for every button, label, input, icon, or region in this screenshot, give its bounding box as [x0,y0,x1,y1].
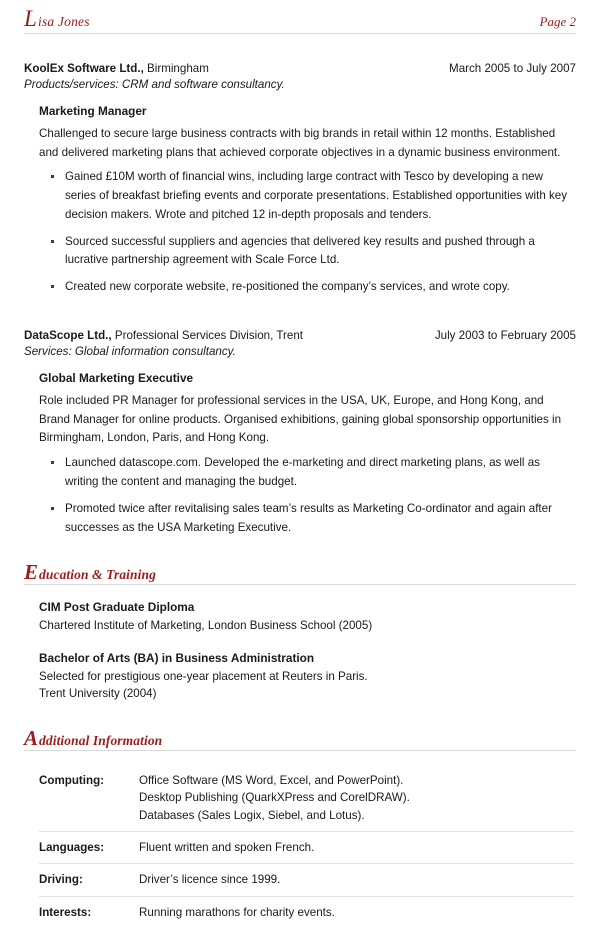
job-org-name: KoolEx Software Ltd., [24,62,144,75]
job-bullet: Gained £10M worth of financial wins, including large contract with Tesco by developing a new series of breakfast briefing events and corporate presentations. Established opportunities with key decision makers. Wrote and pitched 12 in-depth proposals and tenders. [39,168,576,224]
job-summary: Role included PR Manager for professional services in the USA, UK, Europe, and Hong Kong, and Brand Manager for online products. Organised exhibitions, gaining global sponsorship opportunities in Birmingham, London, Paris, and Hong Kong. [39,393,562,445]
section-rule [24,584,576,585]
job-header-row [24,327,576,344]
job-summary: Challenged to secure large business contracts with big brands in retail within 12 months. Established and delivered marketing plans that achieved corporate objectives in a dynamic business environment. [39,126,561,159]
education-list [24,599,576,703]
section-dropcap: A [24,725,39,750]
education-detail: Chartered Institute of Marketing, London Business School (2005) [39,618,373,632]
candidate-name [24,6,90,31]
info-value [131,765,574,832]
job-organisation [24,60,209,77]
info-value [131,864,574,896]
info-value-line: Office Software (MS Word, Excel, and PowerPoint). [139,773,404,787]
section-heading-additional-information [24,725,576,751]
page-number: Page 2 [539,14,576,29]
job-dates: July 2003 to February 2005 [434,329,576,343]
education-detail: Selected for prestigious one-year placement at Reuters in Paris. [39,670,368,684]
section-heading-education [24,560,576,585]
info-value-line: Fluent written and spoken French. [139,841,315,854]
info-value-line: Driver’s licence since 1999. [139,873,281,887]
job-org-location: Professional Services Division, Trent [111,329,303,343]
education-detail: Trent University (2004) [39,687,157,701]
education-entry [39,599,576,634]
info-value-line: Desktop Publishing (QuarkXPress and CorelDRAW). [139,791,410,805]
section-rule [24,750,576,751]
table-row [39,832,574,864]
additional-information-table [39,765,574,928]
job-title: Global Marketing Executive [39,370,194,385]
info-value [131,832,574,864]
page-header [24,6,576,34]
table-row [39,864,574,896]
job-org-location: Birmingham [143,62,209,75]
section-heading-text [24,560,576,585]
section-heading-text [24,725,576,750]
job-bullet: Promoted twice after revitalising sales team’s results as Marketing Co-ordinator and again after successes as the USA Marketing Executive. [39,500,576,538]
info-label: Languages: [39,841,105,854]
info-value-line: Running marathons for charity events. [139,905,335,919]
info-value [131,896,574,928]
info-label: Driving: [39,873,83,887]
name-dropcap: L [24,6,37,31]
table-row [39,896,574,928]
job-org-name: DataScope Ltd., [24,329,112,343]
table-row [39,765,574,832]
info-label: Interests: [39,905,92,919]
job-header-row [24,60,576,77]
section-title: ducation & Training [39,567,156,583]
job-title: Marketing Manager [39,103,147,118]
job-bullet-list [24,454,576,537]
job-organisation [24,327,303,344]
info-label: Computing: [39,773,105,787]
job-bullet: Launched datascope.com. Developed the e-marketing and direct marketing plans, as well as writing the content and managing the budget. [39,454,576,492]
spacer [24,301,576,327]
education-title: CIM Post Graduate Diploma [39,600,195,615]
section-dropcap: E [24,560,39,585]
job-descriptor: Products/services: CRM and software consultancy. [24,78,285,92]
experience-entry-1 [24,327,576,537]
section-title: dditional Information [39,732,163,748]
job-descriptor: Services: Global information consultancy. [24,345,236,359]
education-entry [39,650,576,702]
job-dates: March 2005 to July 2007 [449,62,576,75]
experience-entry-0 [24,60,576,297]
job-bullet-list [24,168,576,297]
education-title: Bachelor of Arts (BA) in Business Administration [39,651,315,666]
info-value-line: Databases (Sales Logix, Siebel, and Lotus). [139,808,365,822]
name-rest: isa Jones [38,14,90,29]
job-bullet: Created new corporate website, re-positioned the company’s services, and wrote copy. [39,278,576,297]
job-bullet: Sourced successful suppliers and agencies that delivered key results and pushed through a lucrative partnership agreement with Scale Force Ltd. [39,233,576,271]
